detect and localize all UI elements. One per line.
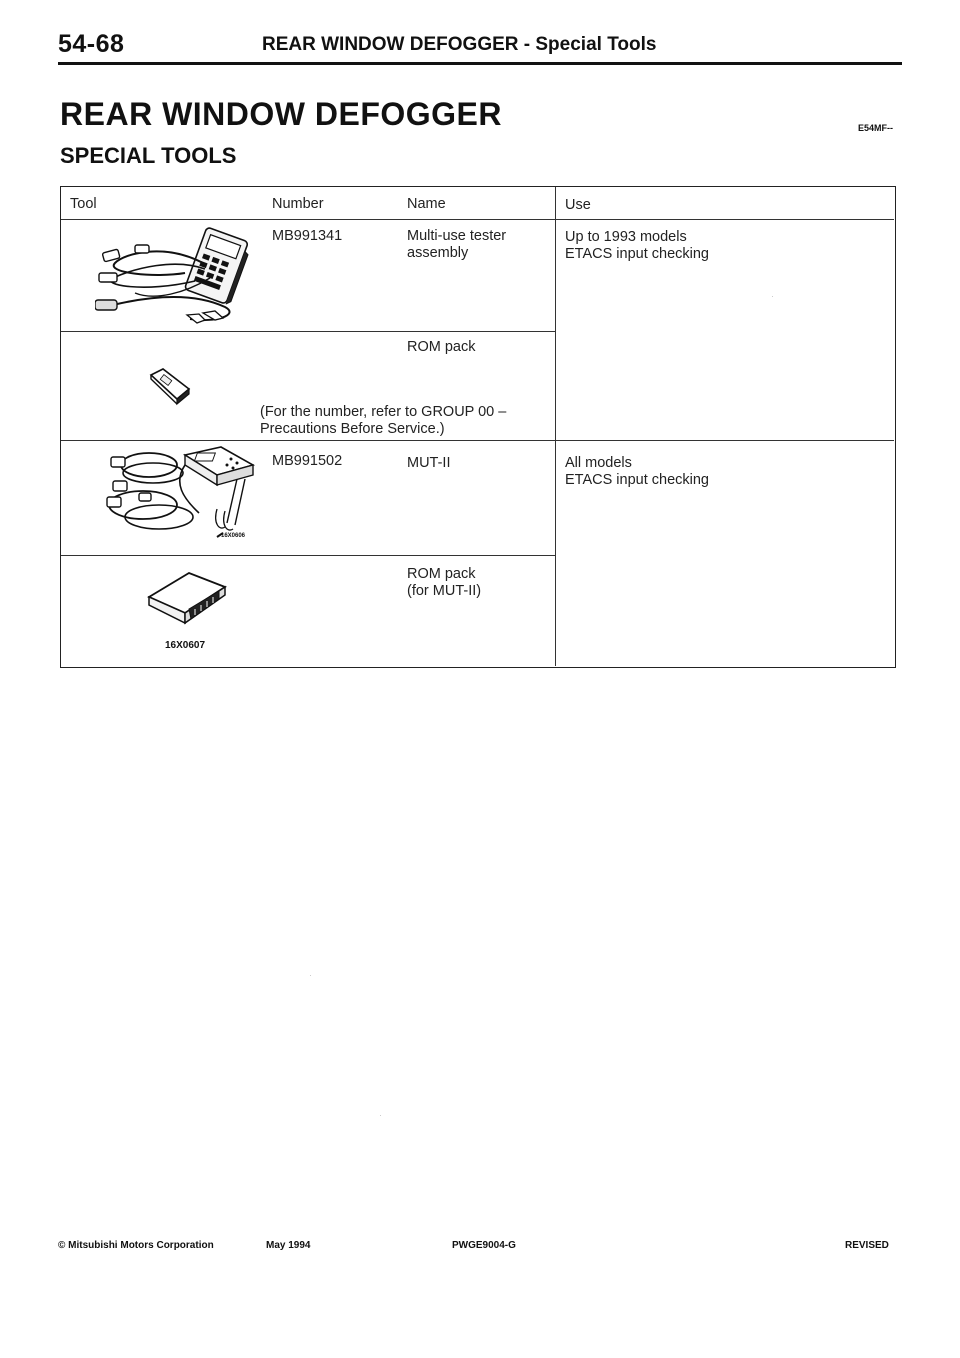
header-rule — [58, 62, 902, 65]
scan-speck — [380, 1115, 381, 1116]
tool-use: All models — [565, 455, 632, 471]
header-row-divider — [61, 219, 894, 220]
tool-use: ETACS input checking — [565, 246, 709, 262]
tool-number-note: Precautions Before Service.) — [260, 421, 445, 437]
tool-name: (for MUT-II) — [407, 583, 482, 599]
column-header-use: Use — [565, 197, 591, 213]
section-subtitle: SPECIAL TOOLS — [60, 143, 237, 168]
section-code: E54MF-- — [858, 123, 894, 133]
illustration-code: 16X0607 — [165, 640, 206, 651]
header-title: REAR WINDOW DEFOGGER - Special Tools — [262, 34, 657, 55]
use-column-divider — [555, 187, 556, 666]
page-number: 54-68 — [58, 30, 125, 58]
rom-pack-illustration — [149, 367, 193, 407]
special-tools-table — [60, 186, 896, 668]
footer-copyright: © Mitsubishi Motors Corporation — [58, 1240, 214, 1251]
column-header-number: Number — [272, 196, 324, 212]
column-header-tool: Tool — [70, 196, 97, 212]
tool-number: MB991502 — [272, 453, 343, 469]
scan-speck — [310, 975, 311, 976]
tool-name: MUT-II — [407, 455, 451, 471]
row-divider — [61, 440, 894, 441]
row-divider — [61, 555, 555, 556]
illustration-code: 16X0606 — [221, 533, 246, 539]
mut-ii-illustration — [103, 443, 283, 549]
section-title: REAR WINDOW DEFOGGER — [60, 96, 502, 132]
tool-name: ROM pack — [407, 339, 476, 355]
mut-ii-rom-pack-illustration — [145, 569, 231, 631]
scan-speck — [772, 296, 773, 297]
tool-number-note: (For the number, refer to GROUP 00 – — [260, 404, 507, 420]
column-header-name: Name — [407, 196, 446, 212]
tool-number: MB991341 — [272, 228, 343, 244]
tool-name: ROM pack — [407, 566, 476, 582]
footer-date: May 1994 — [266, 1240, 311, 1251]
footer-code: PWGE9004-G — [452, 1240, 516, 1251]
tool-name: Multi-use tester — [407, 228, 507, 244]
tool-name: assembly — [407, 245, 469, 261]
row-divider — [61, 331, 555, 332]
tool-use: Up to 1993 models — [565, 229, 687, 245]
multi-use-tester-illustration — [95, 223, 265, 329]
tool-use: ETACS input checking — [565, 472, 709, 488]
footer-status: REVISED — [845, 1240, 889, 1251]
